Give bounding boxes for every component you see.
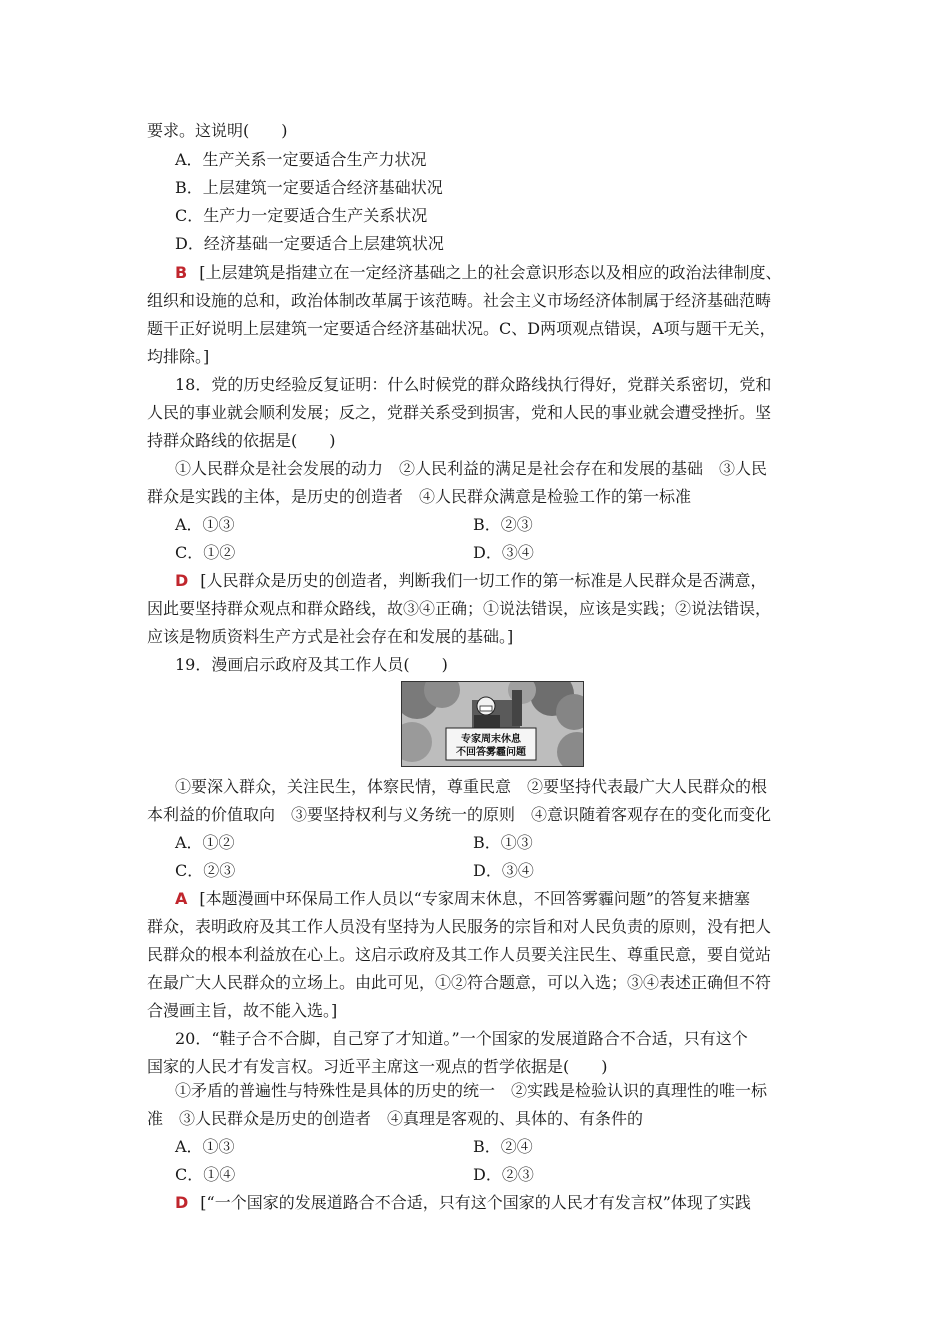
q18-stem: 持群众路线的依据是( ) (147, 431, 336, 450)
q18-explanation-line: 因此要坚持群众观点和群众路线，故③④正确；①说法错误，应该是实践；②说法错误， (147, 599, 772, 618)
cartoon-image (401, 681, 584, 767)
q17-explanation-line: 组织和设施的总和，政治体制改革属于该范畴。社会主义市场经济体制属于经济基础范畴 (147, 291, 772, 310)
q20-answer: D (175, 1193, 189, 1212)
q17-explanation-line: 均排除。] (147, 347, 210, 366)
q19-option-c: C．②③ (175, 861, 236, 880)
q20-option-c: C．①④ (175, 1165, 236, 1184)
q18-option-d: D．③④ (473, 543, 534, 562)
q17-explanation-text: [上层建筑是指建立在一定经济基础之上的社会意识形态以及相应的政治法律制度、 (199, 263, 782, 282)
q19-statements: 本利益的价值取向 ③要坚持权利与义务统一的原则 ④意识随着客观存在的变化而变化 (147, 805, 772, 824)
q17-option-b: B．上层建筑一定要适合经济基础状况 (175, 178, 443, 197)
q20-statements: 准 ③人民群众是历史的创造者 ④真理是客观的、具体的、有条件的 (147, 1109, 644, 1128)
q20-option-b: B．②④ (473, 1137, 533, 1156)
q18-statements: ①人民群众是社会发展的动力 ②人民利益的满足是社会存在和发展的基础 ③人民 (175, 459, 768, 478)
q19-statements: ①要深入群众，关注民生，体察民情，尊重民意 ②要坚持代表最广大人民群众的根 (175, 777, 768, 796)
q19-explanation-text: [本题漫画中环保局工作人员以“专家周末休息，不回答雾霾问题”的答复来搪塞 (199, 889, 750, 908)
q20-explanation-text: [“一个国家的发展道路合不合适，只有这个国家的人民才有发言权”体现了实践 (200, 1193, 751, 1212)
q19-explanation-line (175, 888, 750, 910)
q20-stem: 国家的人民才有发言权。习近平主席这一观点的哲学依据是( ) (147, 1057, 608, 1076)
q18-option-a: A．①③ (175, 515, 235, 534)
q20-option-a: A．①③ (175, 1137, 235, 1156)
q18-explanation-line: 应该是物质资料生产方式是社会存在和发展的基础。] (147, 627, 514, 646)
q17-option-a: A．生产关系一定要适合生产力状况 (175, 150, 427, 169)
q20-option-d: D．②③ (473, 1165, 534, 1184)
q17-option-c: C．生产力一定要适合生产关系状况 (175, 206, 428, 225)
q19-option-b: B．①③ (473, 833, 533, 852)
q19-stem: 19．漫画启示政府及其工作人员( ) (175, 655, 448, 674)
q18-explanation-text: [人民群众是历史的创造者，判断我们一切工作的第一标准是人民群众是否满意， (200, 571, 767, 590)
q20-explanation-line (175, 1192, 751, 1214)
q17-stem-tail: 要求。这说明( ) (147, 121, 288, 140)
q18-answer: D (175, 571, 189, 590)
cartoon-sign-line-2: 不回答雾霾问题 (456, 747, 526, 758)
cartoon-sign-line-1: 专家周末休息 (461, 734, 521, 745)
q18-option-c: C．①② (175, 543, 236, 562)
q18-explanation-line (175, 570, 767, 592)
q19-option-a: A．①② (175, 833, 235, 852)
q19-explanation-line: 群众，表明政府及其工作人员没有坚持为人民服务的宗旨和对人民负责的原则，没有把人 (147, 917, 772, 936)
q19-explanation-line: 在最广大人民群众的立场上。由此可见，①②符合题意，可以入选；③④表述正确但不符 (147, 973, 772, 992)
q19-answer: A (175, 889, 188, 908)
q17-explanation-line: 题干正好说明上层建筑一定要适合经济基础状况。C、D两项观点错误，A项与题干无关， (147, 319, 776, 338)
q19-explanation-line: 民群众的根本利益放在心上。这启示政府及其工作人员要关注民生、尊重民意，要自觉站 (147, 945, 772, 964)
q19-option-d: D．③④ (473, 861, 534, 880)
q18-stem: 18．党的历史经验反复证明：什么时候党的群众路线执行得好，党群关系密切，党和 (175, 375, 772, 394)
q17-explanation-line (175, 262, 781, 284)
q20-statements: ①矛盾的普遍性与特殊性是具体的历史的统一 ②实践是检验认识的真理性的唯一标 (175, 1081, 768, 1100)
q18-stem: 人民的事业就会顺利发展；反之，党群关系受到损害，党和人民的事业就会遭受挫折。坚 (147, 403, 772, 422)
q18-statements: 群众是实践的主体，是历史的创造者 ④人民群众满意是检验工作的第一标准 (147, 487, 692, 506)
q19-explanation-line: 合漫画主旨，故不能入选。] (147, 1001, 338, 1020)
q17-answer: B (175, 263, 188, 282)
q17-option-d: D．经济基础一定要适合上层建筑状况 (175, 234, 444, 253)
q18-option-b: B．②③ (473, 515, 533, 534)
q20-stem: 20．“鞋子合不合脚，自己穿了才知道。”一个国家的发展道路合不合适，只有这个 (175, 1029, 748, 1048)
